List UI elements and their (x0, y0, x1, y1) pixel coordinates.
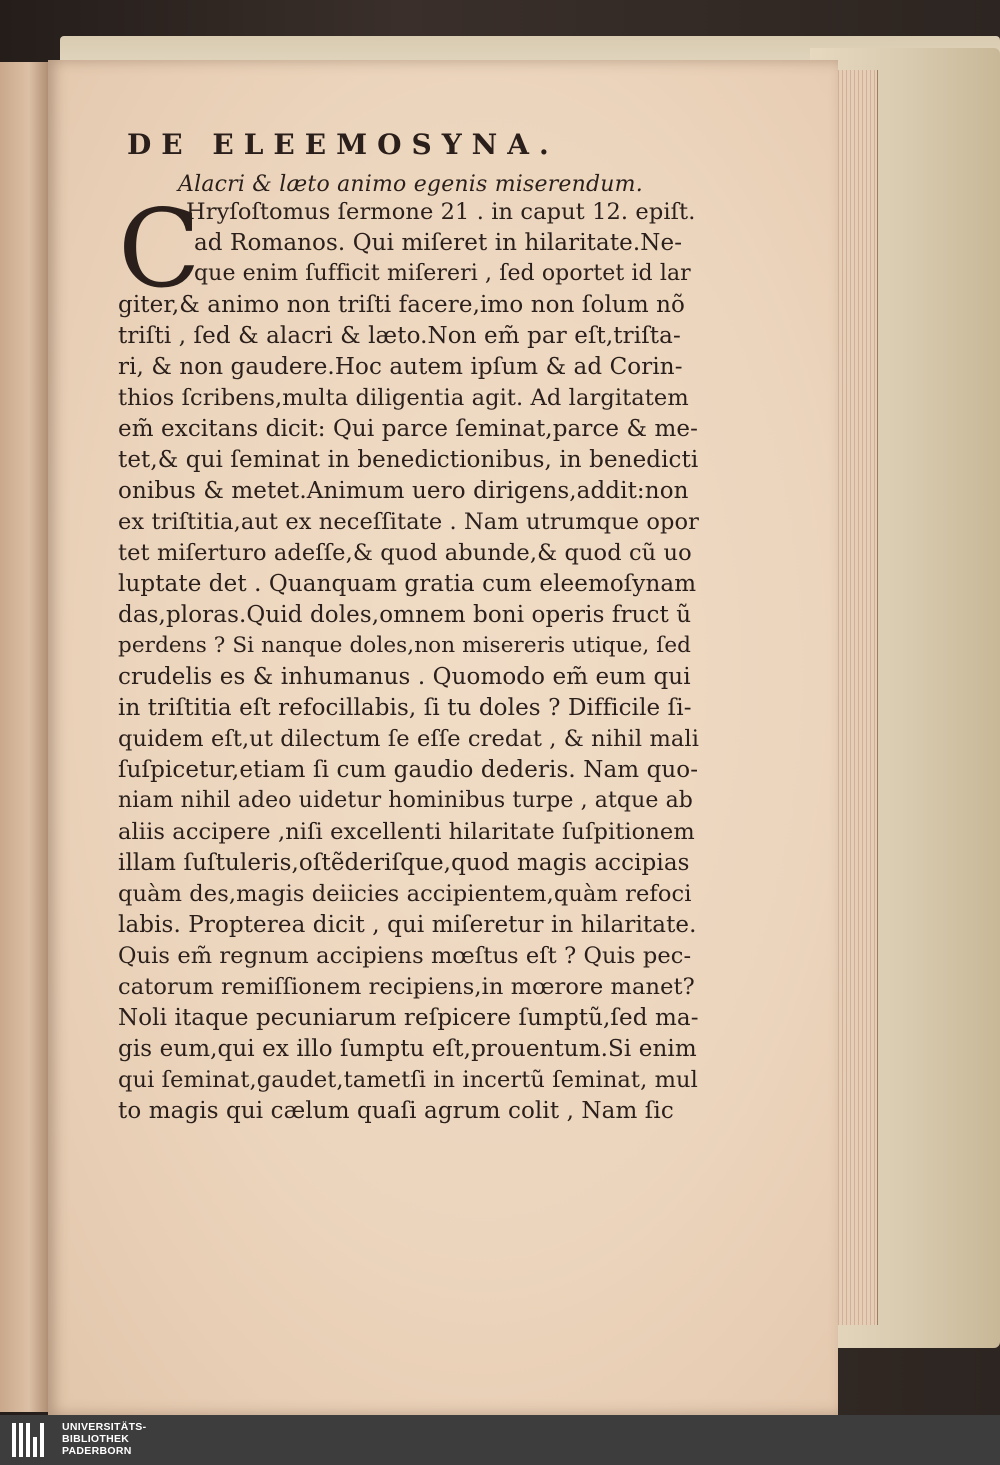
library-name-line2: BIBLIOTHEK (62, 1433, 130, 1445)
text-line: thios ſcribens,multa diligentia agit. Ad largitatem (118, 385, 689, 411)
text-line: triſti , ſed & alacri & læto.Non em̃ par eſt,triſta- (118, 323, 681, 349)
footer-bar (0, 1415, 1000, 1465)
library-name-line1: UNIVERSITÄTS- (62, 1421, 147, 1433)
text-line: onibus & metet.Animum uero dirigens,addit:non (118, 478, 689, 504)
section-title: Alacri & læto animo egenis miserendum. (178, 172, 643, 197)
text-line: ex triſtitia,aut ex neceſſitate . Nam utrumque opor (118, 509, 700, 535)
previous-page-edge (0, 62, 50, 1412)
text-line: giter,& animo non triſti facere,imo non ſolum nõ (118, 292, 685, 318)
text-line: perdens ? Si nanque doles,non misereris utique, ſed (118, 633, 692, 658)
library-logo-icon (12, 1423, 50, 1457)
text-line: ſuſpicetur,etiam ſi cum gaudio dederis. Nam quo- (118, 757, 699, 783)
text-line: Hryſoſtomus ſermone 21 . in caput 12. epiſt. (186, 199, 696, 225)
text-line: in triſtitia eſt refocillabis, ſi tu doles ? Difficile ſi- (118, 695, 692, 721)
text-line: ad Romanos. Qui miſeret in hilaritate.Ne- (194, 230, 683, 256)
text-line: tet miſerturo adeſſe,& quod abunde,& quod cũ uo (118, 540, 692, 566)
text-line: niam nihil adeo uidetur hominibus turpe , atque ab (118, 788, 693, 813)
page-block-edges (835, 70, 878, 1325)
library-name (62, 1421, 146, 1457)
text-line: catorum remiſſionem recipiens,in mœrore manet? (118, 974, 695, 1000)
text-line: que enim ſufficit miſereri , ſed oportet id lar (194, 261, 691, 286)
text-line: luptate det . Quanquam gratia cum eleemoſynam (118, 571, 697, 597)
text-line: quàm des,magis deiicies accipientem,quàm refoci (118, 881, 692, 907)
library-name-line3: PADERBORN (62, 1445, 132, 1457)
text-line: tet,& qui ſeminat in benedictionibus, in benedicti (118, 447, 699, 473)
text-line: crudelis es & inhumanus . Quomodo em̃ eum qui (118, 664, 691, 690)
running-head: DE ELEEMOSYNA. (127, 128, 559, 161)
text-line: ri, & non gaudere.Hoc autem ipſum & ad Corin- (118, 354, 683, 380)
text-line: illam ſuſtuleris,oſtẽderiſque,quod magis accipias (118, 850, 690, 876)
text-line: gis eum,qui ex illo ſumptu eſt,prouentum.Si enim (118, 1036, 697, 1062)
text-line: qui ſeminat,gaudet,tametſi in incertũ ſeminat, mul (118, 1067, 698, 1093)
text-line: Noli itaque pecuniarum reſpicere ſumptũ,ſed ma- (118, 1005, 699, 1031)
text-line: Quis em̃ regnum accipiens mœſtus eſt ? Quis pec- (118, 943, 692, 969)
text-line: aliis accipere ,niſi excellenti hilaritate ſuſpitionem (118, 819, 695, 845)
drop-cap: C (118, 187, 201, 312)
text-line: das,ploras.Quid doles,omnem boni operis fruct ũ (118, 602, 692, 628)
text-line: labis. Propterea dicit , qui miſeretur in hilaritate. (118, 912, 697, 938)
text-line: to magis qui cælum quaſi agrum colit , Nam ſic (118, 1098, 674, 1124)
text-line: em̃ excitans dicit: Qui parce ſeminat,parce & me- (118, 416, 699, 442)
text-line: quidem eſt,ut dilectum ſe eſſe credat , & nihil mali (118, 726, 700, 752)
